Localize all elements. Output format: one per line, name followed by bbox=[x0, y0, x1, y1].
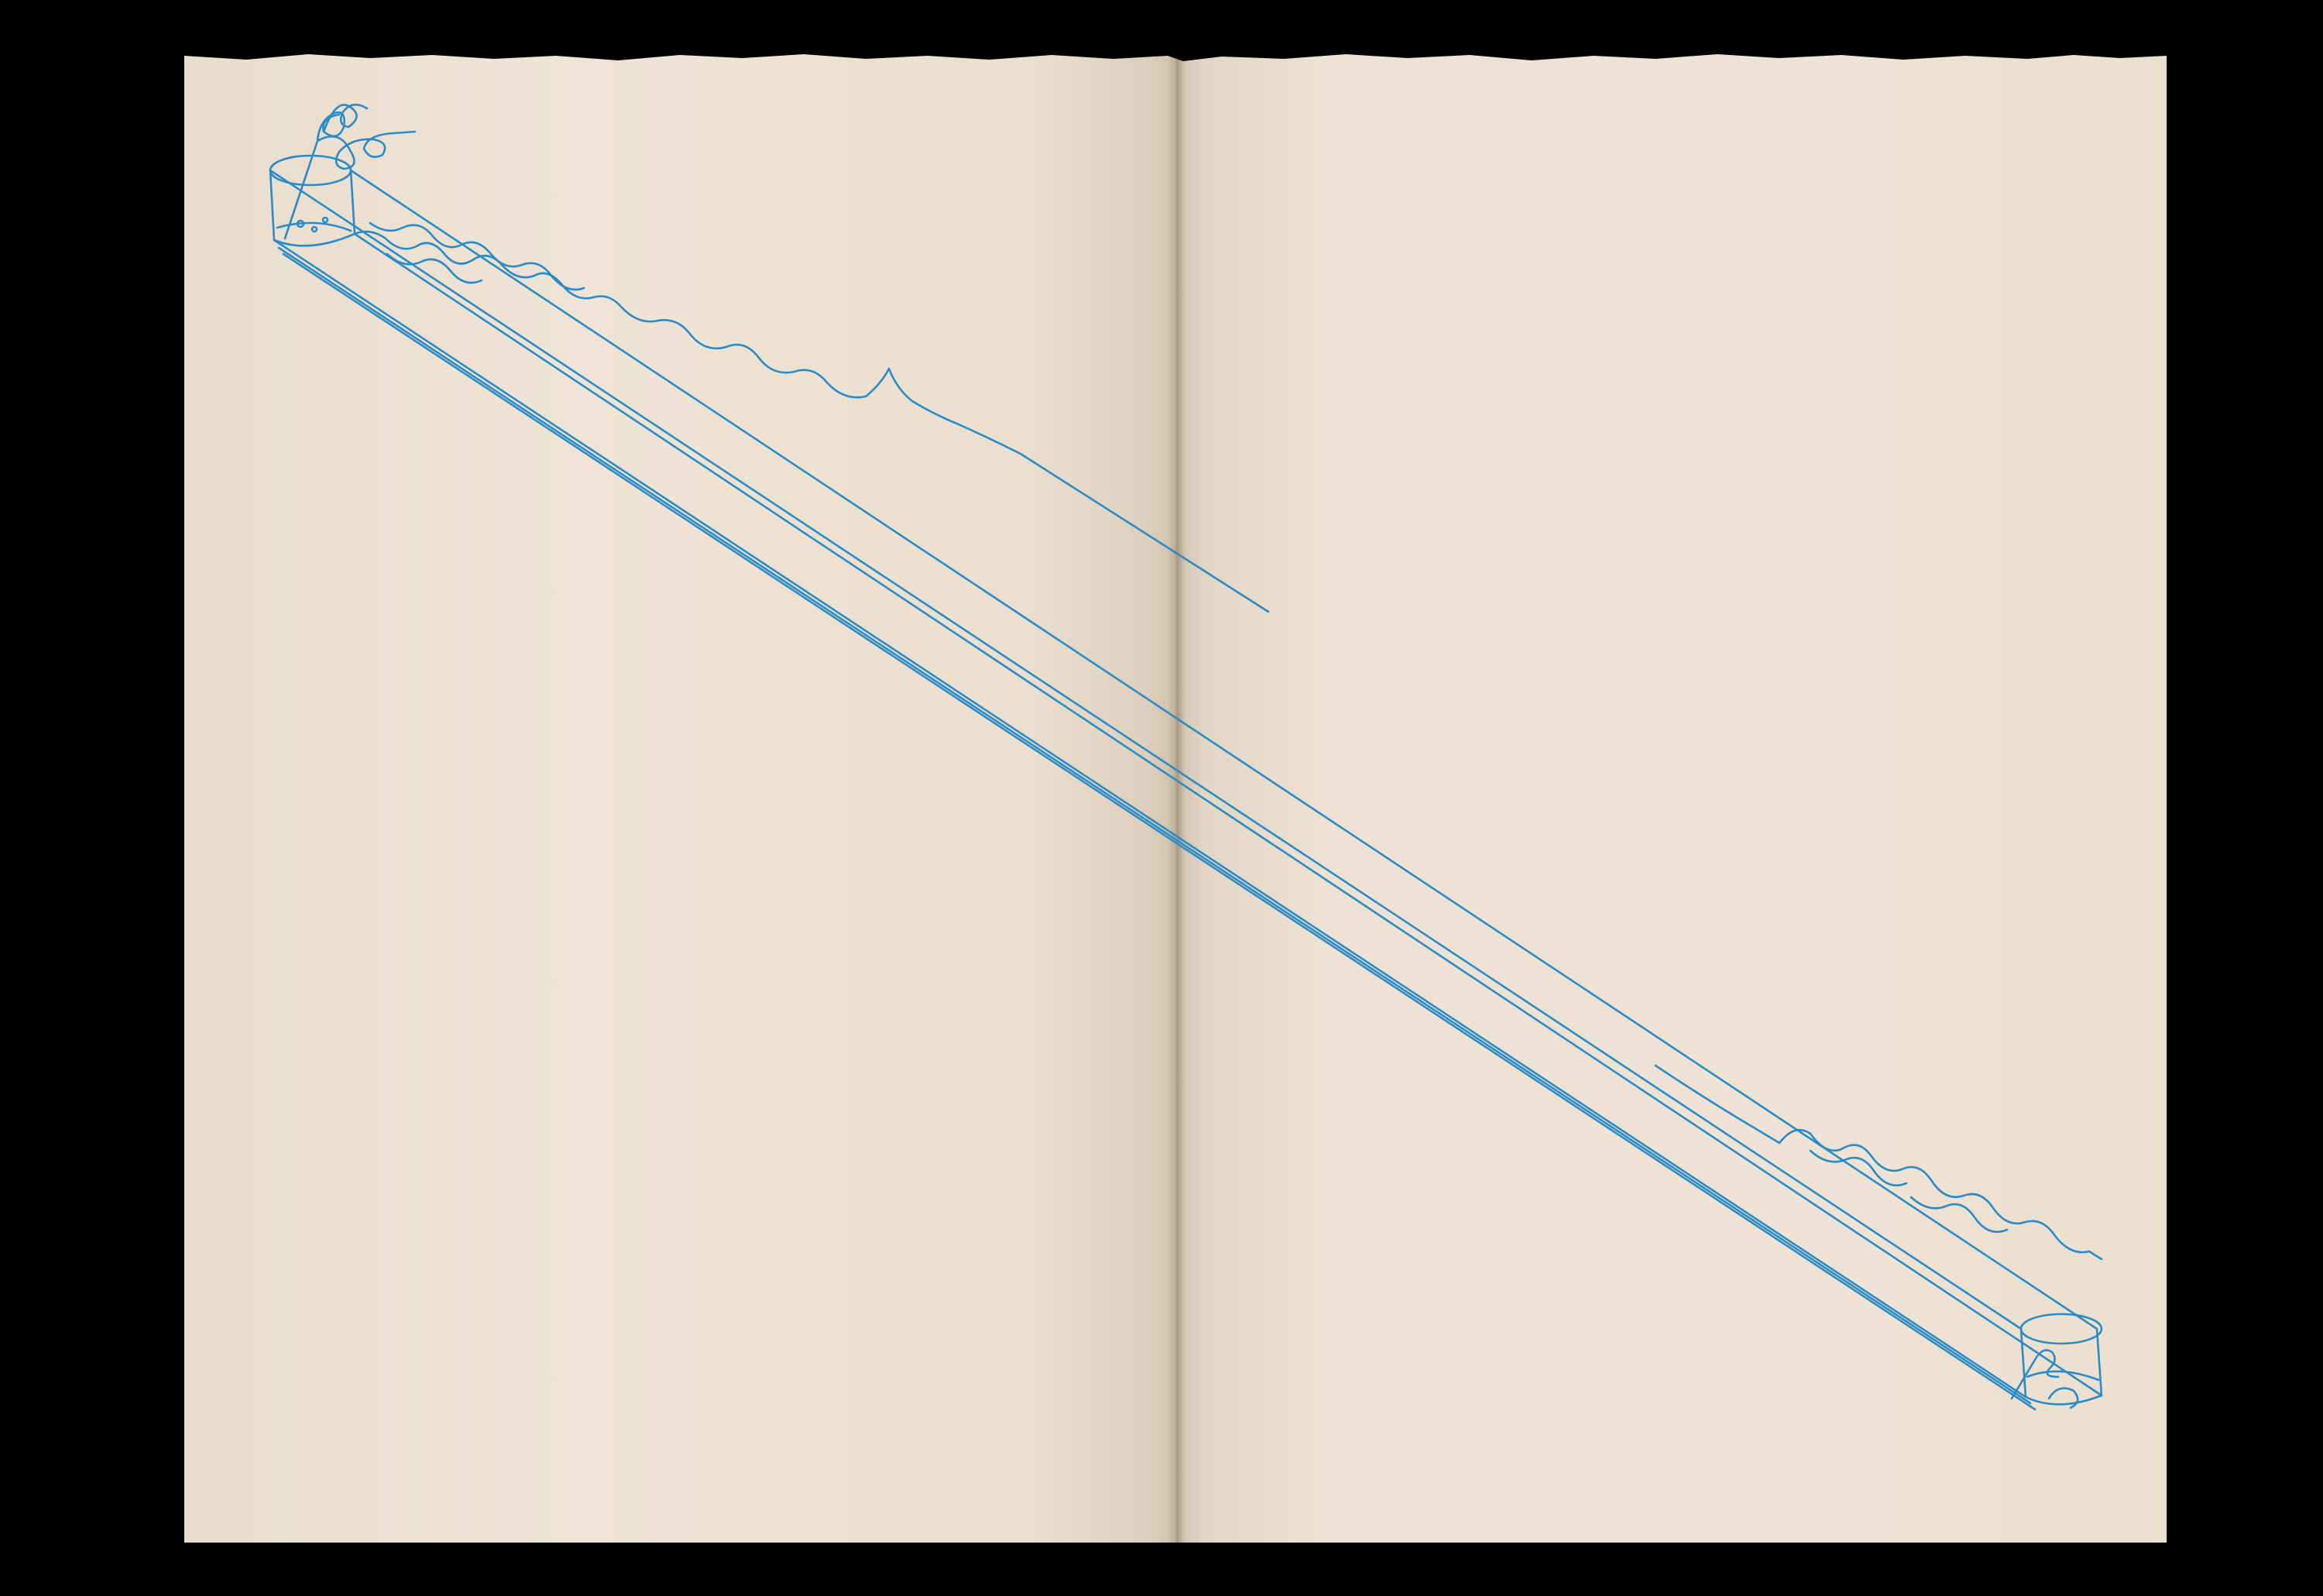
top-straw bbox=[285, 112, 415, 239]
wavy-tube-top bbox=[355, 232, 1268, 612]
box-top-edge bbox=[351, 170, 2097, 1329]
box-front-edge bbox=[355, 234, 2102, 1395]
box-bottom-edge-b bbox=[279, 248, 2030, 1403]
wavy-tube-bottom bbox=[1656, 1066, 2102, 1259]
box-back-edge bbox=[270, 170, 2021, 1329]
bottom-cup-rim bbox=[2021, 1314, 2102, 1344]
tube-drawing bbox=[184, 51, 2167, 1543]
box-bottom-edge-a bbox=[274, 240, 2026, 1397]
book-spread bbox=[184, 51, 2167, 1543]
box-bottom-edge-c bbox=[283, 254, 2035, 1409]
